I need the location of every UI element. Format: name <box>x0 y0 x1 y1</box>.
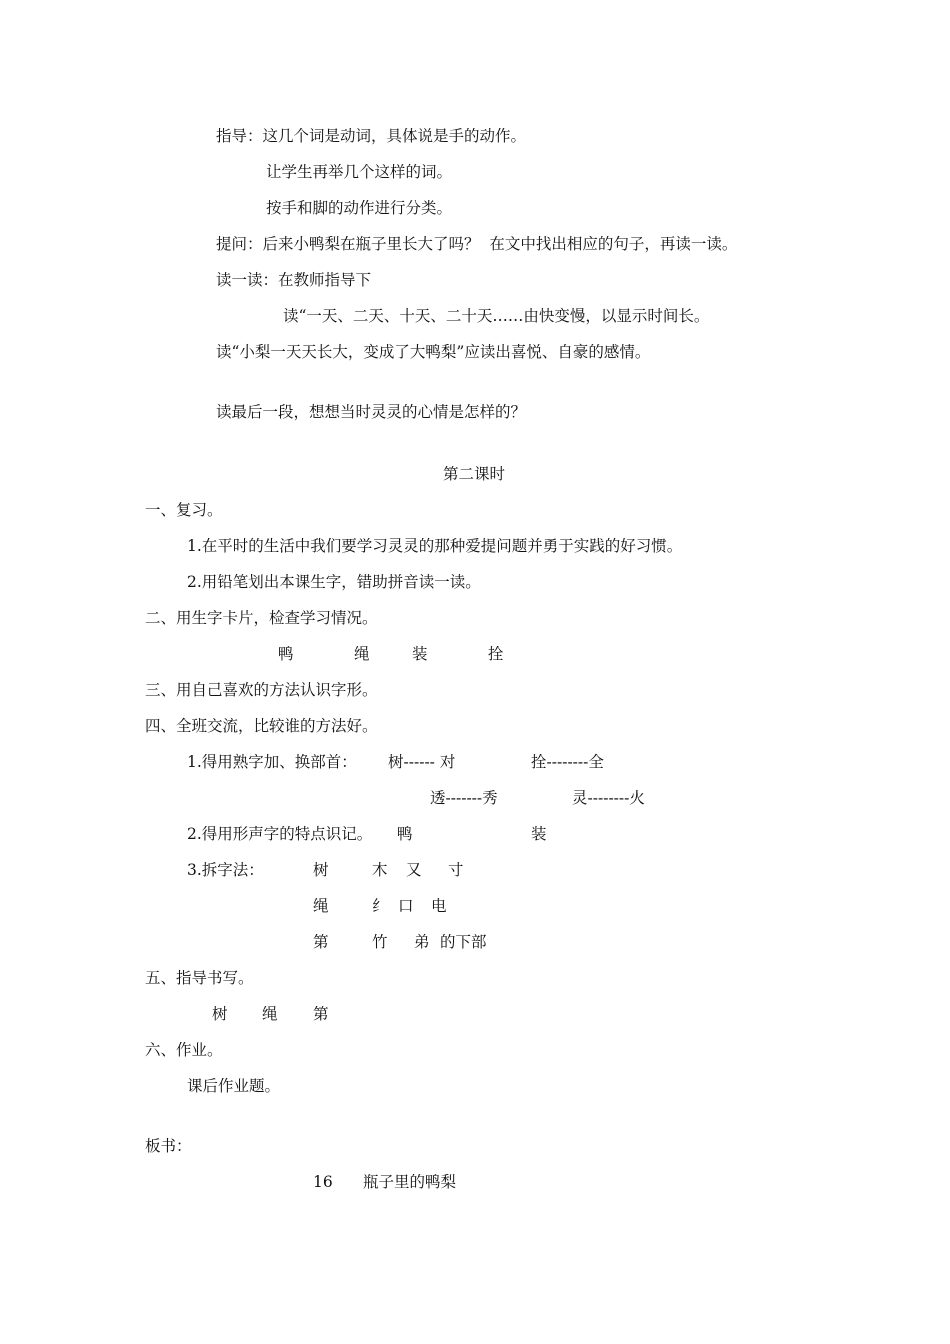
example-character: 鸭 <box>397 825 413 843</box>
step-heading: 一、复习。 <box>145 501 223 519</box>
radical-pair: 透-------秀 <box>430 789 498 807</box>
split-component: 又 <box>406 861 422 879</box>
radical-pair: 灵--------火 <box>572 789 645 807</box>
board-heading: 板书： <box>145 1137 192 1155</box>
step-item: 课后作业题。 <box>187 1077 281 1095</box>
step-item: 1.在平时的生活中我们要学习灵灵的那种爱提问题并勇于实践的好习惯。 <box>187 537 683 555</box>
split-character: 绳 <box>313 897 329 915</box>
step-heading: 五、指导书写。 <box>145 969 254 987</box>
radical-pair: 拴--------全 <box>531 753 604 771</box>
lesson-title: 瓶子里的鸭梨 <box>363 1173 457 1191</box>
character-card: 拴 <box>488 645 504 663</box>
reading-line: 读最后一段，想想当时灵灵的心情是怎样的？ <box>216 403 527 421</box>
split-character: 第 <box>313 933 329 951</box>
step-heading: 三、用自己喜欢的方法认识字形。 <box>145 681 378 699</box>
split-component: 电 <box>431 897 447 915</box>
split-component: 木 <box>372 861 388 879</box>
guidance-line: 让学生再举几个这样的词。 <box>266 163 453 181</box>
split-component: 寸 <box>448 861 464 879</box>
reading-line: 读一读：在教师指导下 <box>216 271 372 289</box>
step-item: 2.用铅笔划出本课生字，错助拼音读一读。 <box>187 573 481 591</box>
split-component: 口 <box>398 897 414 915</box>
example-character: 装 <box>531 825 547 843</box>
character-card: 绳 <box>354 645 370 663</box>
section-title: 第二课时 <box>443 465 506 483</box>
step-item: 2.得用形声字的特点识记。 <box>187 825 373 843</box>
split-character: 树 <box>313 861 329 879</box>
character-card: 装 <box>412 645 428 663</box>
split-component: 的下部 <box>440 933 487 951</box>
writing-character: 第 <box>313 1005 329 1023</box>
step-item: 3.拆字法： <box>187 861 264 879</box>
split-component: 纟 <box>372 897 388 915</box>
lesson-number: 16 <box>313 1173 333 1191</box>
split-component: 竹 <box>372 933 388 951</box>
writing-character: 绳 <box>262 1005 278 1023</box>
character-card: 鸭 <box>278 645 294 663</box>
step-heading: 二、用生字卡片，检查学习情况。 <box>145 609 378 627</box>
step-item: 1.得用熟字加、换部首： <box>187 753 357 771</box>
guidance-line: 按手和脚的动作进行分类。 <box>266 199 453 217</box>
reading-line: 读“小梨一天天长大，变成了大鸭梨”应读出喜悦、自豪的感情。 <box>216 343 651 361</box>
question-line: 提问：后来小鸭梨在瓶子里长大了吗？ 在文中找出相应的句子，再读一读。 <box>216 235 738 253</box>
step-heading: 六、作业。 <box>145 1041 223 1059</box>
radical-pair: 树------ 对 <box>388 753 456 771</box>
step-heading: 四、全班交流，比较谁的方法好。 <box>145 717 378 735</box>
split-component: 弟 <box>414 933 430 951</box>
reading-line: 读“一天、二天、十天、二十天……由快变慢，以显示时间长。 <box>283 307 710 325</box>
guidance-line: 指导：这几个词是动词，具体说是手的动作。 <box>216 127 527 145</box>
writing-character: 树 <box>212 1005 228 1023</box>
